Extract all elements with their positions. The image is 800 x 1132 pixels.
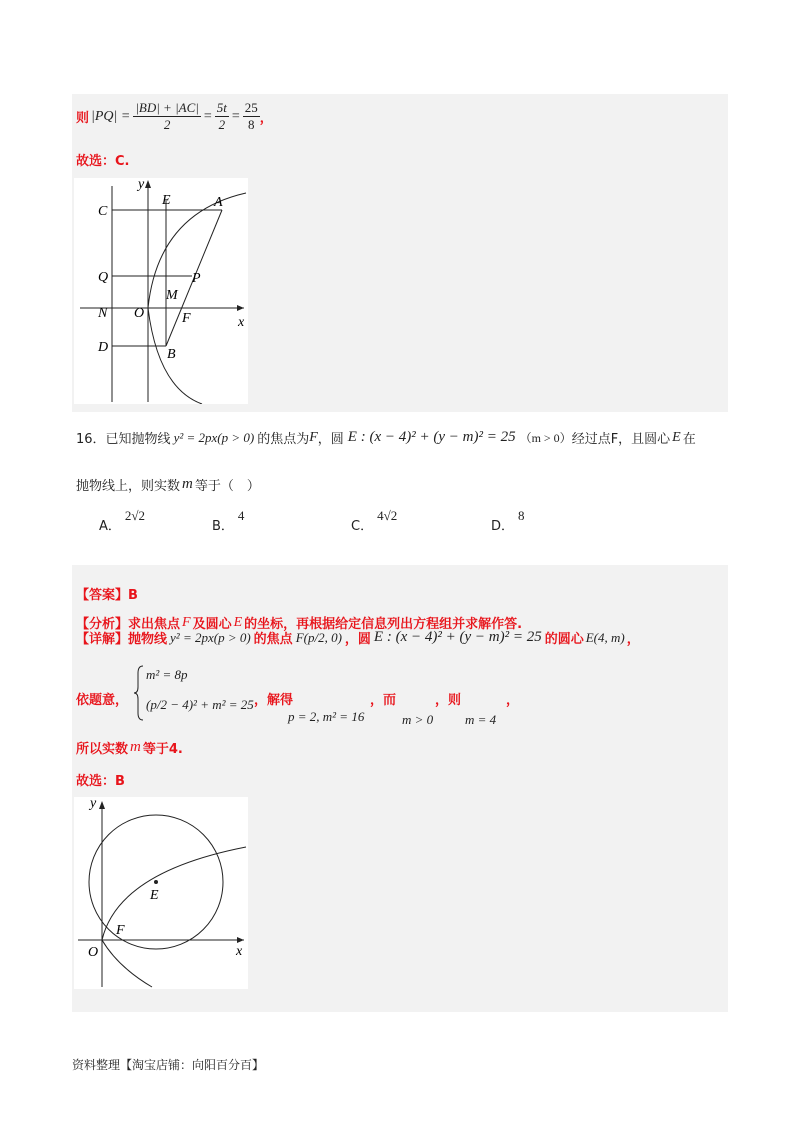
question-var-m: m (182, 476, 193, 492)
label-e: E (162, 193, 171, 208)
pq-equation (76, 100, 273, 133)
label-d: D (98, 340, 109, 355)
system-eq-2: (p/2 − 4)² + m² = 25 (146, 697, 254, 712)
prev-choice: 故选：C. (76, 154, 130, 169)
parabola-curve (148, 193, 246, 404)
pq-frac-1 (133, 100, 201, 133)
center-point-e (154, 880, 158, 884)
pq-frac-3 (243, 100, 260, 133)
and-label: ，而 (370, 693, 397, 708)
question-line-2a: 抛物线上，则实数 (76, 479, 181, 494)
circle-parabola-figure (74, 797, 248, 989)
question-text-5: 在 (682, 432, 696, 447)
pq-frac-3-den: 8 (248, 117, 255, 132)
conclusion-line (76, 738, 183, 757)
label-f: F (182, 311, 191, 326)
detail-text-d: 的圆心 (544, 632, 584, 647)
solve-value: p = 2, m² = 16 (288, 709, 365, 724)
detail-parabola: y² = 2px(p > 0) (170, 629, 251, 645)
footer-text: 资料整理【淘宝店铺：向阳百分百】 (72, 1058, 265, 1072)
question-center: E (672, 429, 681, 445)
answer-label: 【答案】B (76, 588, 138, 603)
detail-text-b: 的焦点 (253, 632, 293, 647)
conclusion-text-a: 所以实数 (76, 742, 129, 757)
eq-sign-1: = (203, 108, 212, 124)
detail-line (76, 628, 640, 647)
option-d-label: D． (491, 519, 515, 534)
question-focus: F (309, 429, 318, 445)
pq-frac-2 (215, 100, 229, 133)
pq-suffix: ， (259, 111, 273, 126)
end-comma: ， (506, 693, 520, 708)
option-c-label: C． (351, 519, 374, 534)
detail-text-c: ，圆 (344, 632, 371, 647)
y-axis-arrow (145, 180, 151, 188)
label-x: x (238, 315, 245, 330)
figure1-svg (74, 178, 248, 404)
pq-frac-2-den: 2 (218, 117, 226, 132)
option-d[interactable] (491, 508, 525, 534)
option-c[interactable] (351, 508, 398, 534)
label-f: F (116, 923, 125, 938)
analysis-e: E (233, 614, 243, 630)
y-axis-arrow (99, 801, 105, 809)
option-b-label: B． (212, 519, 234, 534)
label-p: P (192, 271, 201, 286)
option-a[interactable] (99, 508, 146, 534)
pq-frac-1-num: |BD| + |AC| (135, 100, 199, 115)
option-a-label: A． (99, 519, 121, 534)
label-b: B (167, 347, 176, 362)
label-q: Q (98, 270, 109, 285)
system-brace (134, 665, 144, 721)
question-condition: （m > 0） (519, 431, 572, 445)
detail-text-a: 抛物线 (128, 632, 168, 647)
label-a: A (214, 195, 223, 210)
pq-frac-2-num: 5t (216, 100, 227, 115)
question-circle: E : (x − 4)² + (y − m)² = 25 (347, 429, 516, 445)
question-text-1: 已知抛物线 (105, 432, 171, 447)
label-x: x (236, 944, 243, 959)
label-y: y (138, 178, 145, 192)
previous-solution-block (72, 94, 728, 412)
detail-label: 【详解】 (76, 632, 129, 647)
detail-circle: E : (x − 4)² + (y − m)² = 25 (373, 629, 542, 645)
parabola-chord-figure (74, 178, 248, 404)
question-parabola: y² = 2px(p > 0) (173, 429, 255, 445)
pq-frac-1-den: 2 (163, 117, 171, 132)
analysis-text-a: 求出焦点 (128, 617, 181, 632)
detail-center: E(4, m) (585, 629, 625, 645)
analysis-text-c: 的坐标，再根据给定信息列出方程组并求解作答. (244, 617, 523, 632)
x-axis-arrow (237, 305, 244, 311)
label-c: C (98, 204, 108, 219)
label-m: M (166, 288, 178, 303)
question-line-1 (76, 428, 696, 447)
option-c-value: 4√2 (377, 508, 398, 523)
question-text-3: ，圆 (317, 432, 344, 447)
cond-prefix: 依题意， (76, 693, 129, 708)
option-d-value: 8 (518, 508, 525, 523)
option-b[interactable] (212, 508, 245, 534)
option-b-value: 4 (237, 508, 245, 523)
analysis-label: 【分析】 (76, 617, 129, 632)
question-line-2b: 等于（ ） (194, 479, 260, 494)
option-a-value: 2√2 (124, 508, 146, 523)
solve-label: ，解得 (254, 693, 294, 708)
then-value: m = 4 (465, 712, 497, 727)
then-label: ，则 (435, 693, 462, 708)
conclusion-m: m (130, 739, 141, 755)
analysis-f: F (182, 614, 191, 630)
pq-prefix: 则 (76, 111, 90, 126)
detail-text-e: ， (626, 632, 640, 647)
parabola-curve (102, 847, 246, 987)
label-o: O (88, 945, 99, 960)
conclusion-text-b: 等于4. (142, 742, 183, 757)
answer-choice: 故选：B (76, 774, 125, 789)
and-value: m > 0 (402, 712, 434, 727)
question-line-2 (76, 475, 260, 494)
answer-block (72, 565, 728, 1012)
question-text-2: 的焦点为 (257, 432, 310, 447)
label-e: E (150, 888, 159, 903)
label-o: O (134, 306, 145, 321)
label-n: N (98, 306, 108, 321)
question-text-4: 经过点F，且圆心 (571, 432, 671, 447)
eq-sign-2: = (231, 108, 240, 124)
analysis-text-b: 及圆心 (192, 617, 232, 632)
question-number: 16． (76, 432, 106, 447)
detail-focus: F(p/2, 0) (295, 629, 342, 645)
label-y: y (90, 797, 97, 811)
pq-lhs: |PQ| = (91, 108, 131, 124)
figure2-svg (74, 797, 248, 989)
pq-frac-3-num: 25 (244, 100, 258, 115)
x-axis-arrow (237, 937, 244, 943)
system-eq-1: m² = 8p (146, 667, 188, 682)
